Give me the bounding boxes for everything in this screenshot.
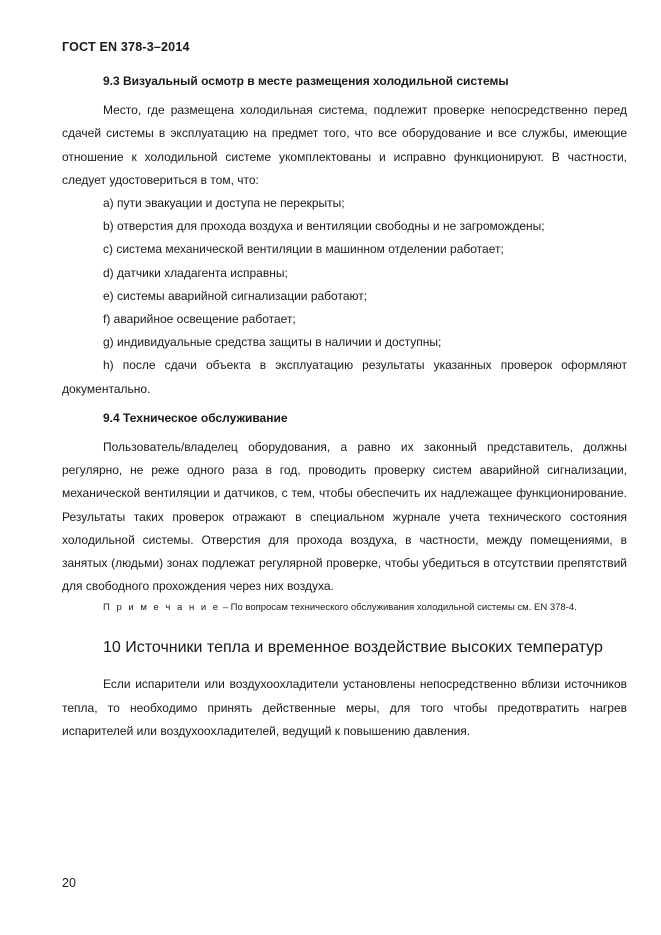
section-10-heading: 10 Источники тепла и временное воздействие высоких температур — [103, 639, 603, 657]
list-item-g: g) индивидуальные средства защиты в наличии и доступны; — [103, 335, 442, 350]
section-9-3-intro: Место, где размещена холодильная система, подлежит проверке непосредственно перед сдачей системы в эксплуатацию на предмет того, что все оборудование и все службы, имеющие отношение к холодильной системе укомплектованы и исправно функционируют. В частности, следует удостовериться в том, что: — [62, 103, 627, 187]
list-item-e: e) системы аварийной сигнализации работают; — [103, 288, 368, 303]
section-9-4-body: Пользователь/владелец оборудования, а равно их законный представитель, должны регулярно, не реже одного раза в год, проводить проверку систем аварийной сигнализации, механической вентиляции и датчиков, с тем, чтобы обеспечить их надлежащее функционирование. Результаты таких проверок отражают в специальном журнале учета технического состояния холодильной системы. Отверстия для прохода воздуха, в частности, между помещениями, в занятых (людьми) зонах подлежат регулярной проверке, чтобы убедиться в отсутствии препятствий для свободного прохождения через них воздуха. — [62, 440, 627, 594]
list-item-c: c) система механической вентиляции в машинном отделении работает; — [103, 242, 504, 257]
list-item-d: d) датчики хладагента исправны; — [103, 265, 288, 280]
note-text: – По вопросам технического обслуживания холодильной системы см. EN 378-4. — [220, 602, 577, 614]
section-10-body: Если испарители или воздухоохладители установлены непосредственно вблизи источников тепла, то необходимо принять действенные меры, для того чтобы предотвратить нагрев испарителей или воздухоохладителей, ведущий к повышению давления. — [62, 677, 627, 738]
page-number: 20 — [62, 876, 76, 890]
standard-header: ГОСТ EN 378-3–2014 — [62, 40, 190, 54]
list-item-b: b) отверстия для прохода воздуха и вентиляции свободны и не загромождены; — [103, 219, 545, 234]
list-item-a: a) пути эвакуации и доступа не перекрыты; — [103, 196, 345, 211]
section-9-4-heading: 9.4 Техническое обслуживание — [103, 410, 288, 425]
section-9-4-note — [62, 600, 627, 616]
list-item-h: h) после сдачи объекта в эксплуатацию результаты указанных проверок оформляют документально. — [62, 358, 627, 396]
page-content — [62, 70, 627, 743]
note-label: П р и м е ч а н и е — [103, 602, 221, 614]
section-9-3-heading: 9.3 Визуальный осмотр в месте размещения холодильной системы — [103, 74, 509, 88]
list-item-f: f) аварийное освещение работает; — [103, 312, 296, 327]
